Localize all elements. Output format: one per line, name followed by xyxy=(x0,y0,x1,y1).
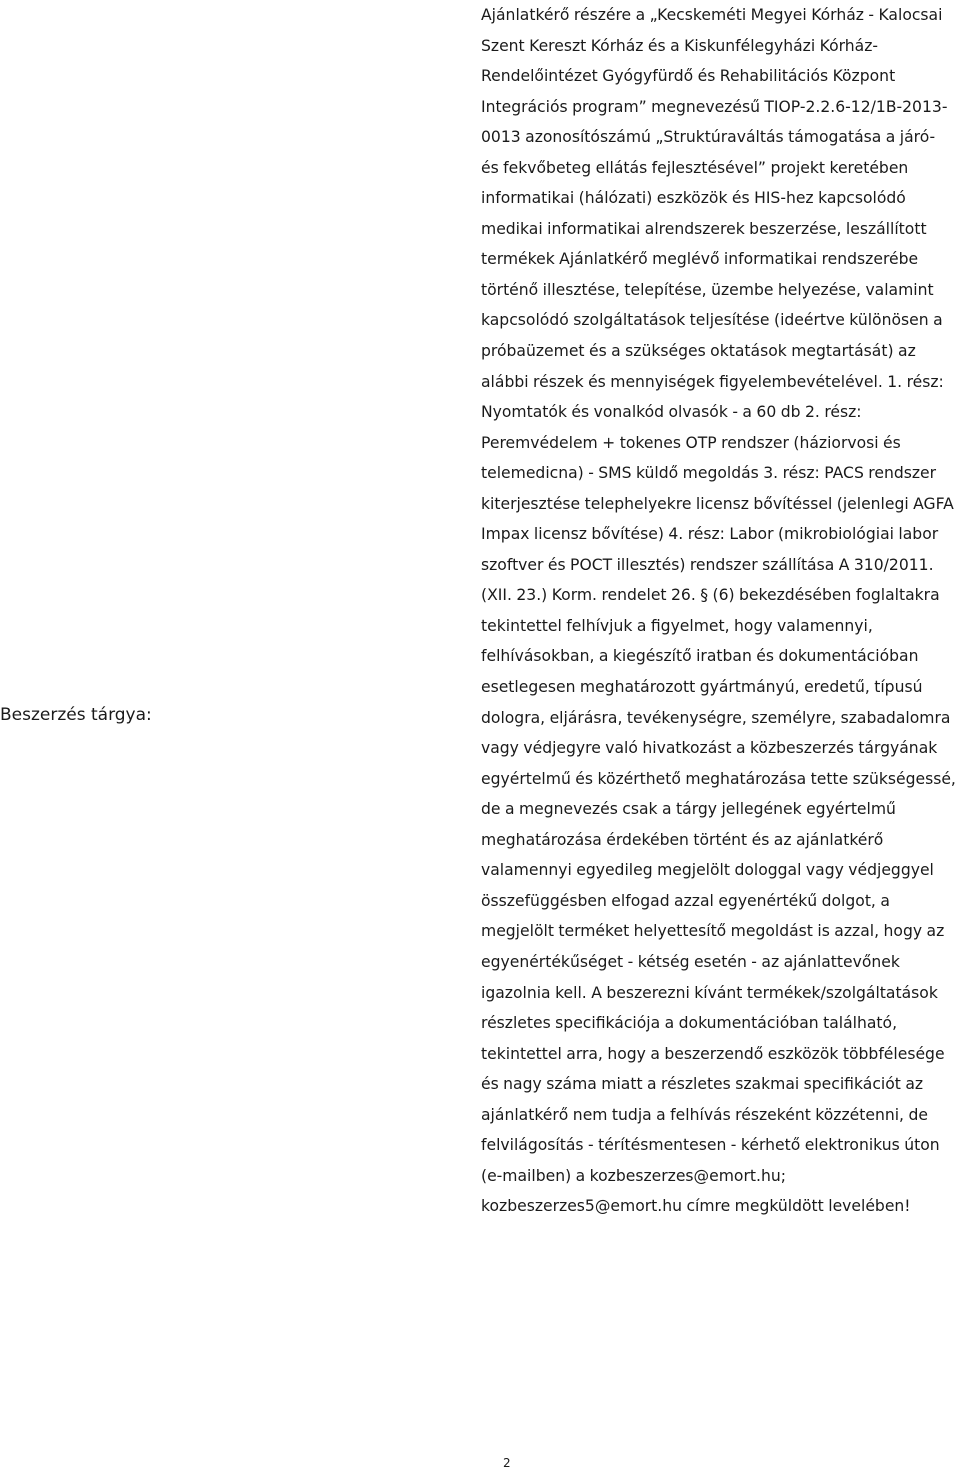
body-paragraph: Ajánlatkérő részére a „Kecskeméti Megyei Kórház - Kalocsai Szent Kereszt Kórház és a Kiskunfélegyházi Kórház- Rendelőintézet Gyógyfürdő és Rehabilitációs Központ Integrációs program” megnevezésű TIOP-2.2.6-12/1B-2013-0013 azonosítószámú „Struktúraváltás támogatása a járó- és fekvőbeteg ellátás fejlesztésével” projekt keretében informatikai (hálózati) eszközök és HIS-hez kapcsolódó medikai informatikai alrendszerek beszerzése, leszállított termékek Ajánlatkérő meglévő informatikai rendszerébe történő illesztése, telepítése, üzembe helyezése, valamint kapcsolódó szolgáltatások teljesítése (ideértve különösen a próbaüzemet és a szükséges oktatások megtartását) az alábbi részek és mennyiségek figyelembevételével. 1. rész: Nyomtatók és vonalkód olvasók - a 60 db 2. rész: Peremvédelem + tokenes OTP rendszer (háziorvosi és telemedicna) - SMS küldő megoldás 3. rész: PACS rendszer kiterjesztése telephelyekre licensz bővítéssel (jelenlegi AGFA Impax licensz bővítése) 4. rész: Labor (mikrobiológiai labor szoftver és POCT illesztés) rendszer szállítása A 310/2011. (XII. 23.) Korm. rendelet 26. § (6) bekezdésében foglaltakra tekintettel felhívjuk a figyelmet, hogy valamennyi, felhívásokban, a kiegészítő iratban és dokumentációban esetlegesen meghatározott gyártmányú, eredetű, típusú dologra, eljárásra, tevékenységre, személyre, szabadalomra vagy védjegyre való hivatkozást a közbeszerzés tárgyának egyértelmű és közérthető meghatározása tette szükségessé, de a megnevezés csak a tárgy jellegének egyértelmű meghatározása érdekében történt és az ajánlatkérő valamennyi egyedileg megjelölt dologgal vagy védjeggyel összefüggésben elfogad azzal egyenértékű dolgot, a megjelölt terméket helyettesítő megoldást is azzal, hogy az egyenértékűséget - kétség esetén - az ajánlattevőnek igazolnia kell. A beszerezni kívánt termékek/szolgáltatások részletes specifikációja a dokumentációban található, tekintettel arra, hogy a beszerzendő eszközök többfélesége és nagy száma miatt a részletes szakmai specifikációt az ajánlatkérő nem tudja a felhívás részeként közzétenni, de felvilágosítás - térítésmentesen - kérhető elektronikus úton (e-mailben) a kozbeszerzes@emort.hu; kozbeszerzes5@emort.hu címre megküldött levelében! xyxy=(481,6,956,1216)
section-label: Beszerzés tárgya: xyxy=(0,705,152,725)
section-content xyxy=(481,0,957,1222)
page-number: 2 xyxy=(503,1456,511,1470)
